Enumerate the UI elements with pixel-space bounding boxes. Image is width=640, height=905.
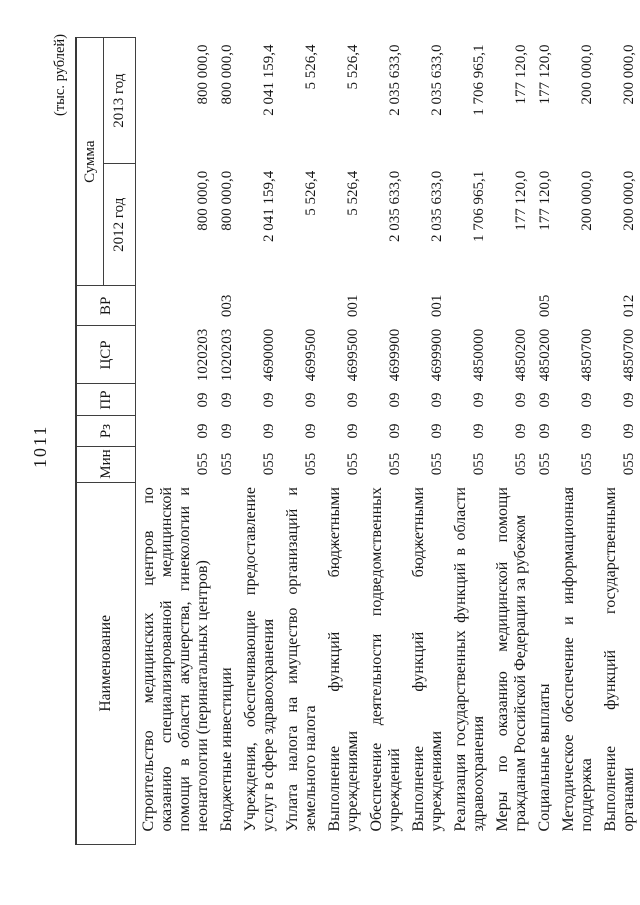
vr-cell [556, 286, 598, 326]
table-row [448, 38, 490, 845]
name-cell: Строительство медицинских центров по оказанию специализированной медицинской помощи в области акушерства, гинекологии и неонатологии (перинатальных центров) [140, 487, 211, 832]
sum-2012-cell: 177 120,0 [537, 170, 553, 231]
name-cell: Выполнение функций бюджетными учреждениями [410, 487, 445, 832]
column-header-sum: Сумма [76, 38, 104, 286]
sum-2013-cell: 2 035 633,0 [387, 44, 403, 116]
rz-cell: 09 [303, 423, 319, 439]
vr-cell [136, 286, 215, 326]
rz-cell: 09 [195, 423, 211, 439]
units-label: (тыс. рублей) [52, 34, 68, 116]
vr-cell [364, 286, 406, 326]
sum-2012-cell: 1 706 965,1 [471, 170, 487, 242]
sum-2013-cell: 800 000,0 [195, 44, 211, 105]
table-row [280, 38, 322, 845]
min-cell: 055 [579, 452, 595, 476]
csr-cell: 4690000 [261, 328, 277, 382]
column-header-year-2013: 2013 год [104, 38, 136, 164]
rz-cell: 09 [579, 423, 595, 439]
sum-2013-cell: 2 041 159,4 [261, 44, 277, 116]
rz-cell: 09 [471, 423, 487, 439]
csr-cell: 1020203 [219, 328, 235, 382]
table-row [406, 38, 448, 845]
csr-cell: 4850200 [537, 328, 553, 382]
name-cell: Выполнение функций государственными органами [602, 487, 637, 832]
pr-cell: 09 [621, 392, 637, 408]
table-body [136, 38, 640, 845]
name-cell: Бюджетные инвестиции [218, 667, 235, 832]
sum-2012-cell: 2 035 633,0 [429, 170, 445, 242]
csr-cell: 4699500 [303, 328, 319, 382]
budget-table [75, 37, 640, 845]
table-row [214, 38, 238, 845]
table-header [76, 38, 136, 845]
pr-cell: 09 [219, 392, 235, 408]
name-cell: Меры по оказанию медицинской помощи гражданам Российской Федерации за рубежом [494, 487, 529, 832]
min-cell: 055 [387, 452, 403, 476]
pr-cell: 09 [303, 392, 319, 408]
sum-2013-cell: 200 000,0 [621, 44, 637, 105]
rz-cell: 09 [261, 423, 277, 439]
sum-2013-cell: 5 526,4 [345, 44, 361, 90]
vr-cell [280, 286, 322, 326]
vr-cell: 012 [621, 294, 637, 318]
sum-2013-cell: 177 120,0 [513, 44, 529, 105]
pr-cell: 09 [345, 392, 361, 408]
min-cell: 055 [429, 452, 445, 476]
sum-2012-cell: 2 035 633,0 [387, 170, 403, 242]
table-row [238, 38, 280, 845]
rz-cell: 09 [513, 423, 529, 439]
name-cell: Методическое обеспечение и информационная поддержка [560, 487, 595, 832]
sum-2012-cell: 800 000,0 [195, 170, 211, 231]
sum-2013-cell: 800 000,0 [219, 44, 235, 105]
sum-2012-cell: 5 526,4 [303, 170, 319, 216]
sum-2012-cell: 200 000,0 [579, 170, 595, 231]
pr-cell: 09 [513, 392, 529, 408]
table-row [322, 38, 364, 845]
pr-cell: 09 [537, 392, 553, 408]
pr-cell: 09 [387, 392, 403, 408]
name-cell: Выполнение функций бюджетными учреждениями [326, 487, 361, 832]
pr-cell: 09 [195, 392, 211, 408]
min-cell: 055 [195, 452, 211, 476]
csr-cell: 4699900 [429, 328, 445, 382]
pr-cell: 09 [429, 392, 445, 408]
column-header-rz: Рз [76, 416, 136, 446]
csr-cell: 4850700 [621, 328, 637, 382]
vr-cell: 001 [429, 294, 445, 318]
pr-cell: 09 [471, 392, 487, 408]
name-cell: Социальные выплаты [536, 683, 553, 832]
table-row [136, 38, 215, 845]
table-row [490, 38, 532, 845]
name-cell: Учреждения, обеспечивающие предоставление услуг в сфере здравоохранения [242, 487, 277, 832]
sum-2013-cell: 177 120,0 [537, 44, 553, 105]
min-cell: 055 [471, 452, 487, 476]
min-cell: 055 [537, 452, 553, 476]
csr-cell: 4699500 [345, 328, 361, 382]
min-cell: 055 [303, 452, 319, 476]
column-header-year-2012: 2012 год [104, 164, 136, 286]
table-row [556, 38, 598, 845]
sum-2013-cell: 2 035 633,0 [429, 44, 445, 116]
sum-2012-cell: 5 526,4 [345, 170, 361, 216]
vr-cell: 005 [537, 294, 553, 318]
pr-cell: 09 [261, 392, 277, 408]
column-header-min: Мин [76, 446, 136, 482]
table-row [532, 38, 556, 845]
column-header-csr: ЦСР [76, 326, 136, 384]
table-row [598, 38, 640, 845]
csr-cell: 1020203 [195, 328, 211, 382]
vr-cell [448, 286, 490, 326]
column-header-vr: ВР [76, 286, 136, 326]
name-cell: Уплата налога на имущество организаций и земельного налога [284, 487, 319, 832]
sum-2013-cell: 1 706 965,1 [471, 44, 487, 116]
column-header-name: Наименование [76, 482, 136, 844]
min-cell: 055 [261, 452, 277, 476]
vr-cell: 001 [345, 294, 361, 318]
column-header-pr: ПР [76, 384, 136, 416]
csr-cell: 4850200 [513, 328, 529, 382]
sum-2013-cell: 5 526,4 [303, 44, 319, 90]
rz-cell: 09 [387, 423, 403, 439]
pr-cell: 09 [579, 392, 595, 408]
table-row [364, 38, 406, 845]
vr-cell [238, 286, 280, 326]
vr-cell [490, 286, 532, 326]
sum-2013-cell: 200 000,0 [579, 44, 595, 105]
csr-cell: 4850700 [579, 328, 595, 382]
rz-cell: 09 [429, 423, 445, 439]
rz-cell: 09 [219, 423, 235, 439]
min-cell: 055 [345, 452, 361, 476]
name-cell: Обеспечение деятельности подведомственных учреждений [368, 487, 403, 832]
rz-cell: 09 [621, 423, 637, 439]
min-cell: 055 [513, 452, 529, 476]
name-cell: Реализация государственных функций в области здравоохранения [452, 487, 487, 832]
sum-2012-cell: 177 120,0 [513, 170, 529, 231]
min-cell: 055 [621, 452, 637, 476]
sum-2012-cell: 800 000,0 [219, 170, 235, 231]
csr-cell: 4699900 [387, 328, 403, 382]
sum-2012-cell: 200 000,0 [621, 170, 637, 231]
sum-2012-cell: 2 041 159,4 [261, 170, 277, 242]
rz-cell: 09 [345, 423, 361, 439]
rz-cell: 09 [537, 423, 553, 439]
csr-cell: 4850000 [471, 328, 487, 382]
min-cell: 055 [219, 452, 235, 476]
vr-cell: 003 [219, 294, 235, 318]
page-number: 1011 [30, 424, 50, 468]
